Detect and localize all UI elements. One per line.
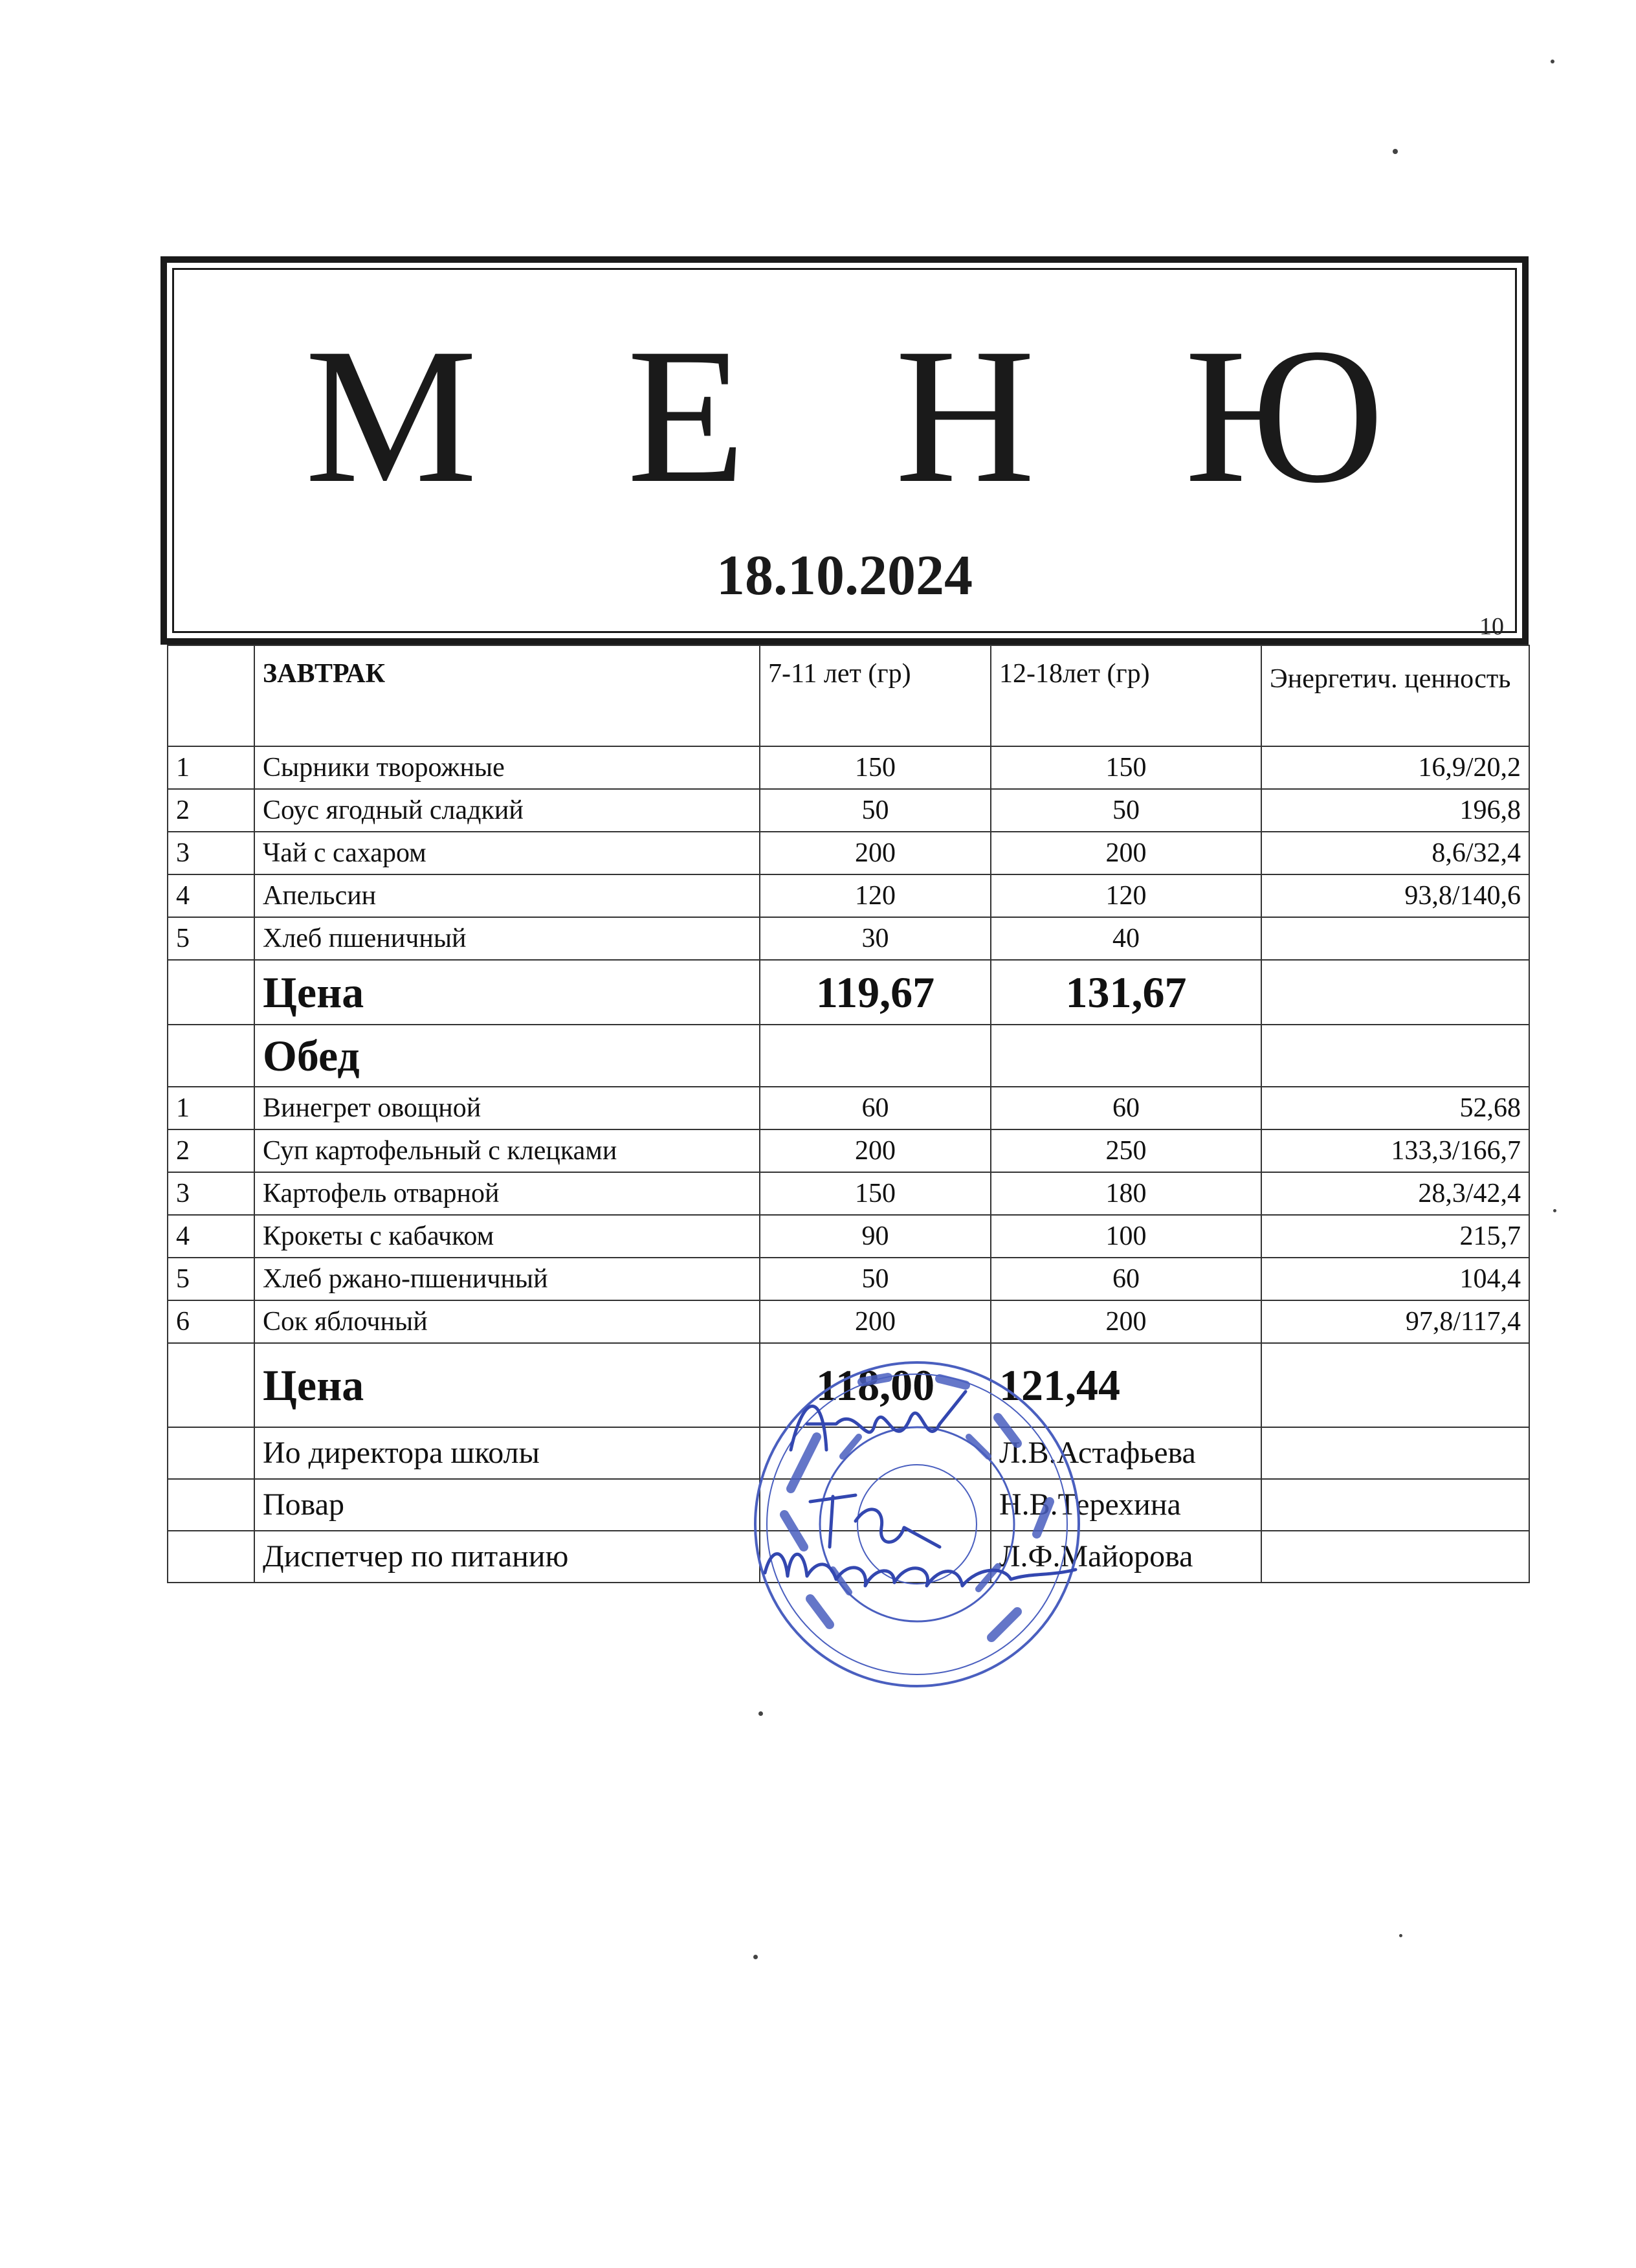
portion-7-11: 30: [760, 917, 991, 960]
price-label: Цена: [254, 1343, 760, 1427]
portion-7-11: 200: [760, 1129, 991, 1172]
dish-name: Сырники творожные: [254, 746, 760, 789]
portion-12-18: 200: [991, 1300, 1261, 1343]
dish-name: Винегрет овощной: [254, 1087, 760, 1129]
scan-speck: [753, 1955, 758, 1959]
header-age-12-18: 12-18лет (гр): [991, 645, 1261, 746]
table-header-row: [168, 645, 1529, 746]
energy-value: 8,6/32,4: [1261, 832, 1529, 874]
row-number: 1: [168, 1087, 254, 1129]
portion-12-18: 250: [991, 1129, 1261, 1172]
portion-12-18: 150: [991, 746, 1261, 789]
signature-person: Л.В.Астафьева: [991, 1427, 1261, 1479]
signature-empty-cell: [168, 1479, 254, 1531]
scan-speck: [1399, 1934, 1402, 1937]
header-energy: Энергетич. ценность: [1261, 645, 1529, 746]
table-row: [168, 1087, 1529, 1129]
energy-value: 104,4: [1261, 1258, 1529, 1300]
lunch-title: Обед: [254, 1025, 760, 1087]
table-row: [168, 832, 1529, 874]
portion-7-11: 150: [760, 1172, 991, 1215]
stamp-lettering: [784, 1377, 1050, 1638]
price-label: Цена: [254, 960, 760, 1025]
energy-value: 28,3/42,4: [1261, 1172, 1529, 1215]
table-row: [168, 874, 1529, 917]
menu-date: 18.10.2024: [716, 544, 973, 607]
header-age-7-11: 7-11 лет (гр): [760, 645, 991, 746]
menu-title: М Е Н Ю: [305, 308, 1435, 523]
table-row: [168, 1258, 1529, 1300]
dish-name: Крокеты с кабачком: [254, 1215, 760, 1258]
price-energy-empty: [1261, 960, 1529, 1025]
section-empty-cell: [1261, 1025, 1529, 1087]
dish-name: Апельсин: [254, 874, 760, 917]
portion-12-18: 200: [991, 832, 1261, 874]
signature-role: Ио директора школы: [254, 1427, 760, 1479]
energy-value: [1261, 917, 1529, 960]
portion-7-11: 150: [760, 746, 991, 789]
table-row: [168, 789, 1529, 832]
page-number: 10: [1479, 613, 1504, 640]
price-12-18: 131,67: [991, 960, 1261, 1025]
portion-12-18: 60: [991, 1087, 1261, 1129]
dish-name: Хлеб пшеничный: [254, 917, 760, 960]
row-number: 5: [168, 1258, 254, 1300]
portion-7-11: 60: [760, 1087, 991, 1129]
signature-person: Н.В.Терехина: [991, 1479, 1261, 1531]
signature-empty-cell: [168, 1427, 254, 1479]
dish-name: Сок яблочный: [254, 1300, 760, 1343]
energy-value: 97,8/117,4: [1261, 1300, 1529, 1343]
header-meal: ЗАВТРАК: [254, 645, 760, 746]
signature-mayorova: [765, 1554, 1076, 1586]
portion-7-11: 90: [760, 1215, 991, 1258]
signature-empty-cell: [1261, 1479, 1529, 1531]
section-empty-cell: [168, 1025, 254, 1087]
row-number: 2: [168, 789, 254, 832]
portion-7-11: 200: [760, 832, 991, 874]
portion-12-18: 50: [991, 789, 1261, 832]
portion-12-18: 120: [991, 874, 1261, 917]
row-number: 1: [168, 746, 254, 789]
row-number: 3: [168, 832, 254, 874]
price-7-11: 119,67: [760, 960, 991, 1025]
price-12-18: 121,44: [991, 1343, 1261, 1427]
row-number: 4: [168, 874, 254, 917]
portion-7-11: 50: [760, 1258, 991, 1300]
price-empty-cell: [168, 960, 254, 1025]
stamp-lettering-strokes: [784, 1377, 1050, 1638]
table-row: [168, 1129, 1529, 1172]
section-empty-cell: [760, 1025, 991, 1087]
price-empty-cell: [168, 1343, 254, 1427]
portion-7-11: 200: [760, 1300, 991, 1343]
stamp-center-ring: [857, 1465, 977, 1584]
scan-speck: [1393, 149, 1398, 154]
signature-terekhina: [810, 1495, 940, 1547]
portion-12-18: 40: [991, 917, 1261, 960]
row-number: 3: [168, 1172, 254, 1215]
dish-name: Суп картофельный с клецками: [254, 1129, 760, 1172]
handwritten-signatures: [765, 1392, 1076, 1586]
signature-role: Повар: [254, 1479, 760, 1531]
table-row: [168, 746, 1529, 789]
row-number: 4: [168, 1215, 254, 1258]
section-empty-cell: [991, 1025, 1261, 1087]
portion-12-18: 100: [991, 1215, 1261, 1258]
table-row: [168, 1215, 1529, 1258]
portion-12-18: 60: [991, 1258, 1261, 1300]
table-row: [168, 1300, 1529, 1343]
dish-name: Хлеб ржано-пшеничный: [254, 1258, 760, 1300]
energy-value: 196,8: [1261, 789, 1529, 832]
signature-empty-cell: [1261, 1427, 1529, 1479]
energy-value: 133,3/166,7: [1261, 1129, 1529, 1172]
portion-7-11: 120: [760, 874, 991, 917]
scan-speck: [1553, 1209, 1556, 1212]
signature-person: Л.Ф.Майорова: [991, 1531, 1261, 1583]
header-number-cell: [168, 645, 254, 746]
scan-speck: [758, 1711, 763, 1716]
dish-name: Картофель отварной: [254, 1172, 760, 1215]
energy-value: 16,9/20,2: [1261, 746, 1529, 789]
energy-value: 52,68: [1261, 1087, 1529, 1129]
title-box: [160, 256, 1529, 645]
table-row: [168, 1172, 1529, 1215]
breakfast-price-row: [168, 960, 1529, 1025]
scan-speck: [1551, 60, 1554, 63]
energy-value: 93,8/140,6: [1261, 874, 1529, 917]
price-7-11: 118,00: [760, 1343, 991, 1427]
table-row: [168, 917, 1529, 960]
row-number: 2: [168, 1129, 254, 1172]
signature-role: Диспетчер по питанию: [254, 1531, 760, 1583]
lunch-section-row: [168, 1025, 1529, 1087]
row-number: 5: [168, 917, 254, 960]
signature-empty-cell: [168, 1531, 254, 1583]
stamp-middle-ring: [767, 1374, 1067, 1674]
dish-name: Соус ягодный сладкий: [254, 789, 760, 832]
dish-name: Чай с сахаром: [254, 832, 760, 874]
energy-value: 215,7: [1261, 1215, 1529, 1258]
official-stamp: [746, 1353, 1089, 1696]
portion-7-11: 50: [760, 789, 991, 832]
portion-12-18: 180: [991, 1172, 1261, 1215]
row-number: 6: [168, 1300, 254, 1343]
price-energy-empty: [1261, 1343, 1529, 1427]
signature-empty-cell: [1261, 1531, 1529, 1583]
